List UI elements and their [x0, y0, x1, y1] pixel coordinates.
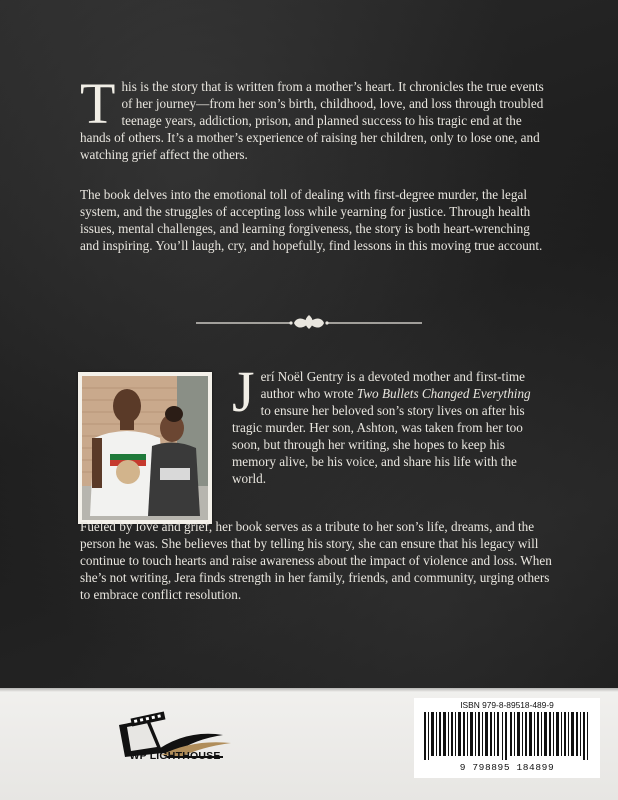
barcode-box	[414, 698, 600, 778]
author-photo-image	[82, 376, 208, 520]
author-bio-paragraph-1	[232, 359, 544, 487]
intro-text-1: his is the story that is written from a mother’s heart. It chronicles the true events of her journey—from her son’s birth, childhood, love, and loss through troubled teenage years, addiction, prison, and planned success to his tragic end at the hands of others. It’s a mother’s experience of raising her children, only to lose one, and watching grief affect the others.	[80, 79, 544, 162]
author-photo	[78, 372, 212, 524]
intro-paragraph-2: The book delves into the emotional toll of dealing with first-degree murder, the legal system, and the struggles of accepting loss while yearning for justice. Through health issues, mental challenges, and learning forgiveness, the story is both heart-wrenching and inspiring. You’ll laugh, cry, and hopefully, find lessons in this moving true account.	[80, 187, 543, 253]
author-dropcap: J	[232, 359, 255, 424]
barcode-icon	[424, 712, 590, 760]
author-bio-start: erí Noël Gentry is a devoted mother and first-time author who wrote	[260, 369, 525, 401]
publisher-name: WP LIGHTHOUSE	[129, 750, 221, 762]
author-bio-paragraph-2: Fueled by love and grief, her book serves as a tribute to her son’s life, dreams, and the person he was. She believes that by telling his story, she can ensure that his legacy will continue to touch hearts and raise awareness about the impact of violence and loss. When she’s not writing, Jera finds strength in her family, friends, and community, urging others to embrace conflict resolution.	[80, 519, 552, 602]
book-title: Two Bullets Changed Everything	[356, 386, 531, 401]
intro-dropcap: T	[80, 71, 116, 136]
author-bio-end: to ensure her beloved son’s story lives on after his tragic murder. Her son, Ashton, was taken from her too soon, but through her writing, she hopes to keep his memory alive, be his voice, and share his life with the world.	[232, 403, 525, 486]
ornament-divider	[196, 314, 422, 332]
intro-paragraph-1	[80, 71, 550, 163]
isbn-label: ISBN 979-8-89518-489-9	[460, 700, 554, 710]
barcode-digits: 9 798895 184899	[459, 762, 555, 773]
